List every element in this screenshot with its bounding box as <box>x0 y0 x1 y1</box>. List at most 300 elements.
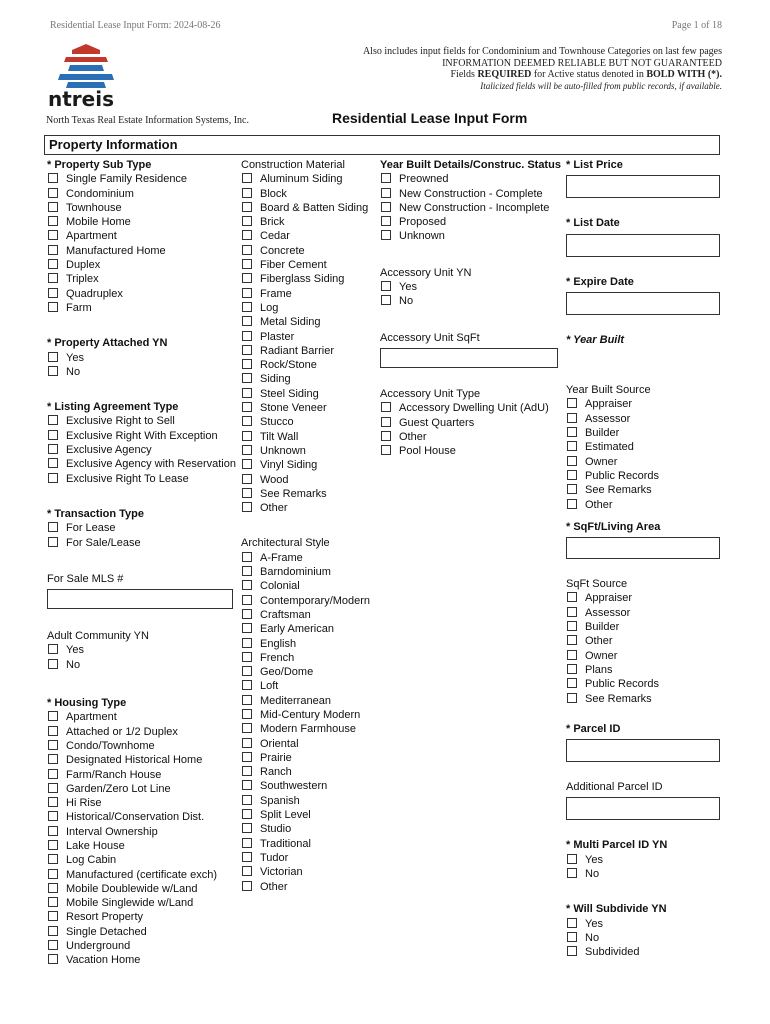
checkbox-option[interactable] <box>380 294 560 308</box>
checkbox-label: Farm <box>66 301 92 314</box>
checkbox-option[interactable] <box>47 853 237 867</box>
checkbox[interactable] <box>48 811 58 821</box>
checkbox-option[interactable] <box>47 272 237 286</box>
checkbox[interactable] <box>242 595 252 605</box>
checkbox[interactable] <box>567 499 577 509</box>
checkbox[interactable] <box>48 854 58 864</box>
checkbox-option[interactable] <box>566 677 722 691</box>
checkbox-option[interactable] <box>241 579 376 593</box>
checkbox-option[interactable] <box>241 444 376 458</box>
checkbox[interactable] <box>48 230 58 240</box>
checkbox-option[interactable] <box>566 498 722 512</box>
checkbox[interactable] <box>567 635 577 645</box>
checkbox-option[interactable] <box>47 896 237 910</box>
checkbox-option[interactable] <box>241 779 376 793</box>
checkbox-label: Tilt Wall <box>260 430 299 443</box>
checkbox-label: Aluminum Siding <box>260 173 343 186</box>
option-list <box>47 710 237 967</box>
checkbox-option[interactable] <box>47 643 237 657</box>
checkbox-option[interactable] <box>380 280 560 294</box>
checkbox[interactable] <box>48 797 58 807</box>
checkbox-option[interactable] <box>47 187 237 201</box>
checkbox-option[interactable] <box>47 301 237 315</box>
checkbox-option[interactable] <box>566 483 722 497</box>
checkbox[interactable] <box>242 580 252 590</box>
checkbox-option[interactable] <box>47 201 237 215</box>
checkbox[interactable] <box>242 202 252 212</box>
checkbox-option[interactable] <box>241 622 376 636</box>
checkbox-option[interactable] <box>241 458 376 472</box>
checkbox[interactable] <box>48 415 58 425</box>
checkbox[interactable] <box>381 295 391 305</box>
option-list <box>566 853 722 882</box>
checkbox[interactable] <box>242 780 252 790</box>
checkbox[interactable] <box>242 795 252 805</box>
option-list <box>566 397 722 511</box>
checkbox-label: Mobile Doublewide w/Land <box>66 882 198 895</box>
checkbox[interactable] <box>48 366 58 376</box>
checkbox[interactable] <box>567 456 577 466</box>
checkbox-label: Stone Veneer <box>260 402 327 415</box>
checkbox-label: Log <box>260 301 279 314</box>
checkbox[interactable] <box>242 695 252 705</box>
checkbox-label: Single Detached <box>66 925 147 938</box>
checkbox[interactable] <box>242 288 252 298</box>
checkbox[interactable] <box>242 823 252 833</box>
checkbox-option[interactable] <box>380 229 560 243</box>
checkbox-option[interactable] <box>241 258 376 272</box>
checkbox[interactable] <box>48 202 58 212</box>
checkbox[interactable] <box>242 502 252 512</box>
checkbox[interactable] <box>381 188 391 198</box>
checkbox-option[interactable] <box>47 365 237 379</box>
checkbox-option[interactable] <box>47 739 237 753</box>
checkbox-option[interactable] <box>241 737 376 751</box>
checkbox[interactable] <box>48 473 58 483</box>
checkbox[interactable] <box>242 809 252 819</box>
checkbox-option[interactable] <box>566 469 722 483</box>
checkbox-label: See Remarks <box>260 487 327 500</box>
checkbox-option[interactable] <box>241 551 376 565</box>
checkbox-label: Estimated <box>585 441 634 454</box>
checkbox-option[interactable] <box>241 330 376 344</box>
checkbox[interactable] <box>242 766 252 776</box>
checkbox[interactable] <box>567 413 577 423</box>
checkbox-label: Yes <box>585 853 603 866</box>
checkbox[interactable] <box>48 216 58 226</box>
expire-date-field[interactable] <box>566 292 720 315</box>
checkbox-option[interactable] <box>380 172 560 186</box>
checkbox-option[interactable] <box>241 215 376 229</box>
checkbox[interactable] <box>242 345 252 355</box>
checkbox-option[interactable] <box>47 882 237 896</box>
checkbox-option[interactable] <box>566 853 722 867</box>
checkbox-option[interactable] <box>241 722 376 736</box>
checkbox[interactable] <box>242 316 252 326</box>
checkbox-option[interactable] <box>380 430 560 444</box>
checkbox-option[interactable] <box>566 440 722 454</box>
accessory-sqft-field[interactable] <box>380 348 558 368</box>
checkbox-option[interactable] <box>241 187 376 201</box>
checkbox[interactable] <box>242 652 252 662</box>
checkbox[interactable] <box>48 458 58 468</box>
checkbox[interactable] <box>242 881 252 891</box>
checkbox-option[interactable] <box>241 501 376 515</box>
checkbox-option[interactable] <box>241 229 376 243</box>
checkbox-option[interactable] <box>241 822 376 836</box>
checkbox-option[interactable] <box>241 708 376 722</box>
checkbox-option[interactable] <box>566 663 722 677</box>
checkbox[interactable] <box>381 445 391 455</box>
label-transaction-type: * Transaction Type <box>47 507 144 520</box>
checkbox[interactable] <box>242 388 252 398</box>
list-price-field[interactable] <box>566 175 720 198</box>
checkbox[interactable] <box>567 607 577 617</box>
checkbox[interactable] <box>567 592 577 602</box>
checkbox[interactable] <box>48 954 58 964</box>
checkbox[interactable] <box>242 752 252 762</box>
checkbox-label: Unknown <box>399 230 445 243</box>
checkbox[interactable] <box>242 359 252 369</box>
checkbox[interactable] <box>48 726 58 736</box>
label-for-sale-mls: For Sale MLS # <box>47 572 124 585</box>
option-list <box>380 172 560 243</box>
checkbox-option[interactable] <box>241 172 376 186</box>
checkbox[interactable] <box>242 331 252 341</box>
checkbox[interactable] <box>48 173 58 183</box>
checkbox[interactable] <box>48 522 58 532</box>
checkbox-option[interactable] <box>241 865 376 879</box>
group-listing-agreement <box>47 400 237 486</box>
checkbox-option[interactable] <box>47 536 237 550</box>
group-property-sub-type <box>47 158 237 315</box>
checkbox-option[interactable] <box>241 301 376 315</box>
checkbox[interactable] <box>242 866 252 876</box>
checkbox-option[interactable] <box>241 565 376 579</box>
checkbox-option[interactable] <box>47 810 237 824</box>
checkbox[interactable] <box>567 470 577 480</box>
checkbox-option[interactable] <box>566 634 722 648</box>
note-line-1: Also includes input fields for Condominium and Townhouse Categories on last few pages <box>362 46 722 57</box>
checkbox[interactable] <box>48 430 58 440</box>
checkbox-option[interactable] <box>47 351 237 365</box>
checkbox-label: Victorian <box>260 866 303 879</box>
checkbox-option[interactable] <box>380 444 560 458</box>
checkbox-label: Steel Siding <box>260 387 319 400</box>
checkbox[interactable] <box>242 638 252 648</box>
checkbox-option[interactable] <box>47 287 237 301</box>
checkbox-option[interactable] <box>241 694 376 708</box>
checkbox[interactable] <box>48 188 58 198</box>
checkbox[interactable] <box>48 911 58 921</box>
checkbox-option[interactable] <box>47 521 237 535</box>
checkbox[interactable] <box>48 302 58 312</box>
checkbox-option[interactable] <box>380 187 560 201</box>
checkbox-option[interactable] <box>241 473 376 487</box>
checkbox-option[interactable] <box>241 272 376 286</box>
checkbox-option[interactable] <box>47 457 237 471</box>
checkbox[interactable] <box>567 946 577 956</box>
checkbox[interactable] <box>48 826 58 836</box>
checkbox[interactable] <box>242 173 252 183</box>
checkbox[interactable] <box>381 402 391 412</box>
checkbox-label: Studio <box>260 823 292 836</box>
checkbox[interactable] <box>567 398 577 408</box>
checkbox-option[interactable] <box>241 415 376 429</box>
checkbox[interactable] <box>48 245 58 255</box>
checkbox[interactable] <box>242 680 252 690</box>
checkbox[interactable] <box>48 288 58 298</box>
checkbox[interactable] <box>48 644 58 654</box>
checkbox-option[interactable] <box>241 679 376 693</box>
checkbox-option[interactable] <box>566 917 722 931</box>
checkbox[interactable] <box>48 769 58 779</box>
checkbox-option[interactable] <box>241 794 376 808</box>
checkbox[interactable] <box>242 723 252 733</box>
checkbox-label: Fiberglass Siding <box>260 273 345 286</box>
checkbox[interactable] <box>242 416 252 426</box>
checkbox[interactable] <box>242 230 252 240</box>
checkbox-option[interactable] <box>566 692 722 706</box>
checkbox-option[interactable] <box>241 851 376 865</box>
parcel-id-field[interactable] <box>566 739 720 762</box>
checkbox[interactable] <box>242 216 252 226</box>
checkbox[interactable] <box>48 840 58 850</box>
checkbox[interactable] <box>381 281 391 291</box>
checkbox-option[interactable] <box>241 594 376 608</box>
checkbox[interactable] <box>567 693 577 703</box>
checkbox-option[interactable] <box>380 401 560 415</box>
checkbox[interactable] <box>242 838 252 848</box>
label-housing-type: * Housing Type <box>47 697 127 710</box>
checkbox[interactable] <box>48 740 58 750</box>
checkbox-option[interactable] <box>566 606 722 620</box>
checkbox-label: Proposed <box>399 216 447 229</box>
checkbox-label: Interval Ownership <box>66 825 158 838</box>
checkbox[interactable] <box>567 664 577 674</box>
checkbox[interactable] <box>242 709 252 719</box>
group-construction-material <box>241 158 376 515</box>
checkbox[interactable] <box>567 427 577 437</box>
checkbox-option[interactable] <box>241 287 376 301</box>
checkbox-label: Resort Property <box>66 911 144 924</box>
checkbox[interactable] <box>48 926 58 936</box>
checkbox[interactable] <box>567 854 577 864</box>
checkbox-option[interactable] <box>241 201 376 215</box>
checkbox[interactable] <box>381 431 391 441</box>
additional-parcel-field[interactable] <box>566 797 720 820</box>
checkbox-option[interactable] <box>566 455 722 469</box>
checkbox-option[interactable] <box>47 782 237 796</box>
checkbox-option[interactable] <box>47 443 237 457</box>
checkbox-option[interactable] <box>241 487 376 501</box>
checkbox-option[interactable] <box>566 426 722 440</box>
checkbox[interactable] <box>242 566 252 576</box>
checkbox[interactable] <box>48 754 58 764</box>
header-notes <box>363 46 722 92</box>
checkbox[interactable] <box>48 869 58 879</box>
label-parcel-id: * Parcel ID <box>566 722 621 735</box>
section-title: Property Information <box>44 135 720 155</box>
checkbox[interactable] <box>48 259 58 269</box>
checkbox[interactable] <box>242 402 252 412</box>
checkbox[interactable] <box>48 711 58 721</box>
checkbox-label: Traditional <box>260 837 311 850</box>
checkbox-option[interactable] <box>241 358 376 372</box>
checkbox[interactable] <box>242 738 252 748</box>
checkbox-option[interactable] <box>380 215 560 229</box>
checkbox-option[interactable] <box>241 244 376 258</box>
checkbox[interactable] <box>242 445 252 455</box>
checkbox[interactable] <box>381 230 391 240</box>
checkbox[interactable] <box>242 623 252 633</box>
checkbox-option[interactable] <box>47 825 237 839</box>
checkbox[interactable] <box>381 202 391 212</box>
checkbox[interactable] <box>242 666 252 676</box>
checkbox-option[interactable] <box>47 768 237 782</box>
checkbox-option[interactable] <box>47 796 237 810</box>
checkbox-option[interactable] <box>47 215 237 229</box>
checkbox-option[interactable] <box>380 416 560 430</box>
checkbox-label: Mobile Home <box>66 216 131 229</box>
checkbox-option[interactable] <box>47 953 237 967</box>
checkbox-option[interactable] <box>241 344 376 358</box>
checkbox[interactable] <box>567 918 577 928</box>
checkbox-option[interactable] <box>241 372 376 386</box>
checkbox[interactable] <box>48 537 58 547</box>
checkbox-option[interactable] <box>47 244 237 258</box>
checkbox-option[interactable] <box>380 201 560 215</box>
checkbox[interactable] <box>48 897 58 907</box>
checkbox[interactable] <box>381 417 391 427</box>
checkbox[interactable] <box>381 173 391 183</box>
checkbox-option[interactable] <box>47 172 237 186</box>
checkbox[interactable] <box>242 552 252 562</box>
checkbox[interactable] <box>48 940 58 950</box>
checkbox-option[interactable] <box>566 931 722 945</box>
checkbox[interactable] <box>567 441 577 451</box>
checkbox-option[interactable] <box>47 925 237 939</box>
checkbox-option[interactable] <box>241 665 376 679</box>
checkbox[interactable] <box>48 883 58 893</box>
checkbox-option[interactable] <box>566 412 722 426</box>
checkbox[interactable] <box>242 474 252 484</box>
checkbox-option[interactable] <box>47 725 237 739</box>
checkbox-option[interactable] <box>566 591 722 605</box>
checkbox-label: Frame <box>260 287 292 300</box>
checkbox-option[interactable] <box>241 387 376 401</box>
checkbox-option[interactable] <box>241 315 376 329</box>
label-sqft-living: * SqFt/Living Area <box>566 520 661 533</box>
checkbox[interactable] <box>242 188 252 198</box>
checkbox-option[interactable] <box>47 229 237 243</box>
label-accessory-unit: Accessory Unit YN <box>380 266 472 279</box>
checkbox-option[interactable] <box>47 868 237 882</box>
checkbox-label: Plaster <box>260 330 295 343</box>
checkbox-label: Other <box>260 502 288 515</box>
checkbox[interactable] <box>242 373 252 383</box>
checkbox[interactable] <box>242 245 252 255</box>
option-list <box>380 401 560 458</box>
checkbox-option[interactable] <box>241 837 376 851</box>
checkbox[interactable] <box>242 302 252 312</box>
checkbox-option[interactable] <box>566 649 722 663</box>
checkbox[interactable] <box>567 678 577 688</box>
logo-wordmark: ntreis <box>48 87 114 110</box>
checkbox-label: No <box>66 365 81 378</box>
checkbox[interactable] <box>242 852 252 862</box>
checkbox[interactable] <box>381 216 391 226</box>
checkbox-option[interactable] <box>47 658 237 672</box>
checkbox-option[interactable] <box>241 637 376 651</box>
checkbox-option[interactable] <box>47 753 237 767</box>
checkbox-label: Other <box>585 498 613 511</box>
checkbox[interactable] <box>242 273 252 283</box>
checkbox[interactable] <box>567 484 577 494</box>
checkbox[interactable] <box>567 621 577 631</box>
checkbox-option[interactable] <box>47 472 237 486</box>
for-sale-mls-field[interactable] <box>47 589 233 609</box>
checkbox-option[interactable] <box>241 808 376 822</box>
checkbox-option[interactable] <box>47 429 237 443</box>
checkbox-option[interactable] <box>241 651 376 665</box>
checkbox-option[interactable] <box>47 939 237 953</box>
checkbox-option[interactable] <box>241 430 376 444</box>
checkbox[interactable] <box>48 352 58 362</box>
checkbox[interactable] <box>567 650 577 660</box>
checkbox-option[interactable] <box>47 258 237 272</box>
checkbox-label: Lake House <box>66 839 125 852</box>
checkbox[interactable] <box>567 868 577 878</box>
checkbox-option[interactable] <box>241 765 376 779</box>
checkbox[interactable] <box>242 459 252 469</box>
checkbox[interactable] <box>48 783 58 793</box>
checkbox-option[interactable] <box>566 945 722 959</box>
checkbox[interactable] <box>242 431 252 441</box>
label-property-sub-type: * Property Sub Type <box>47 159 152 171</box>
checkbox-option[interactable] <box>241 751 376 765</box>
option-list <box>241 551 376 894</box>
checkbox-option[interactable] <box>241 608 376 622</box>
checkbox-option[interactable] <box>47 414 237 428</box>
checkbox-option[interactable] <box>47 910 237 924</box>
checkbox-option[interactable] <box>566 620 722 634</box>
checkbox[interactable] <box>567 932 577 942</box>
checkbox-option[interactable] <box>566 397 722 411</box>
checkbox-label: Colonial <box>260 580 300 593</box>
checkbox-option[interactable] <box>241 880 376 894</box>
sqft-living-field[interactable] <box>566 537 720 559</box>
checkbox-option[interactable] <box>47 839 237 853</box>
checkbox[interactable] <box>242 488 252 498</box>
checkbox-label: Block <box>260 187 287 200</box>
checkbox-label: Preowned <box>399 173 449 186</box>
option-list <box>566 591 722 705</box>
list-date-field[interactable] <box>566 234 720 257</box>
checkbox[interactable] <box>242 609 252 619</box>
checkbox[interactable] <box>48 444 58 454</box>
checkbox-option[interactable] <box>241 401 376 415</box>
option-list <box>47 172 237 315</box>
group-list-price <box>566 158 722 198</box>
checkbox-option[interactable] <box>566 867 722 881</box>
checkbox-option[interactable] <box>47 710 237 724</box>
label-construction-material: Construction Material <box>241 159 345 171</box>
checkbox[interactable] <box>48 273 58 283</box>
checkbox[interactable] <box>48 659 58 669</box>
checkbox-label: Yes <box>66 351 84 364</box>
checkbox[interactable] <box>242 259 252 269</box>
